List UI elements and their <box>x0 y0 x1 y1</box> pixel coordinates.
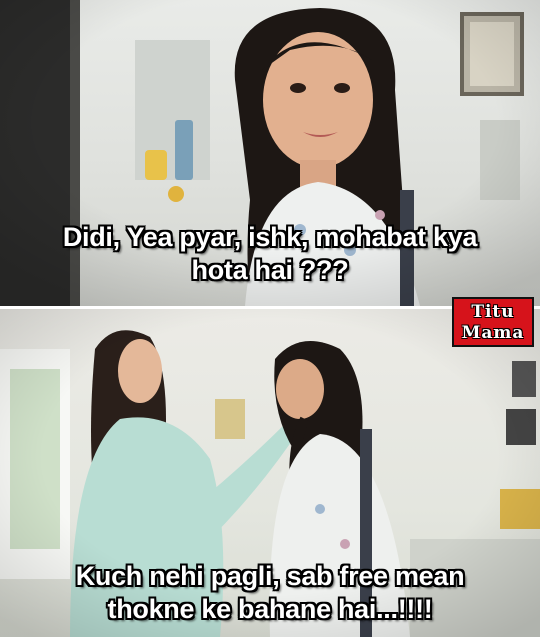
watermark-line-1: Titu <box>471 302 515 322</box>
titu-mama-watermark <box>452 297 534 347</box>
top-panel <box>0 0 540 306</box>
top-caption-line-2: hota hai ??? <box>191 255 349 285</box>
bottom-caption-line-2: thokne ke bahane hai...!!!! <box>107 594 433 624</box>
top-caption-line-1: Didi, Yea pyar, ishk, mohabat kya <box>62 222 478 252</box>
bottom-caption-line-1: Kuch nehi pagli, sab free mean <box>75 561 465 591</box>
bottom-caption <box>0 560 540 626</box>
top-caption <box>0 221 540 287</box>
watermark-line-2: Mama <box>461 323 525 343</box>
